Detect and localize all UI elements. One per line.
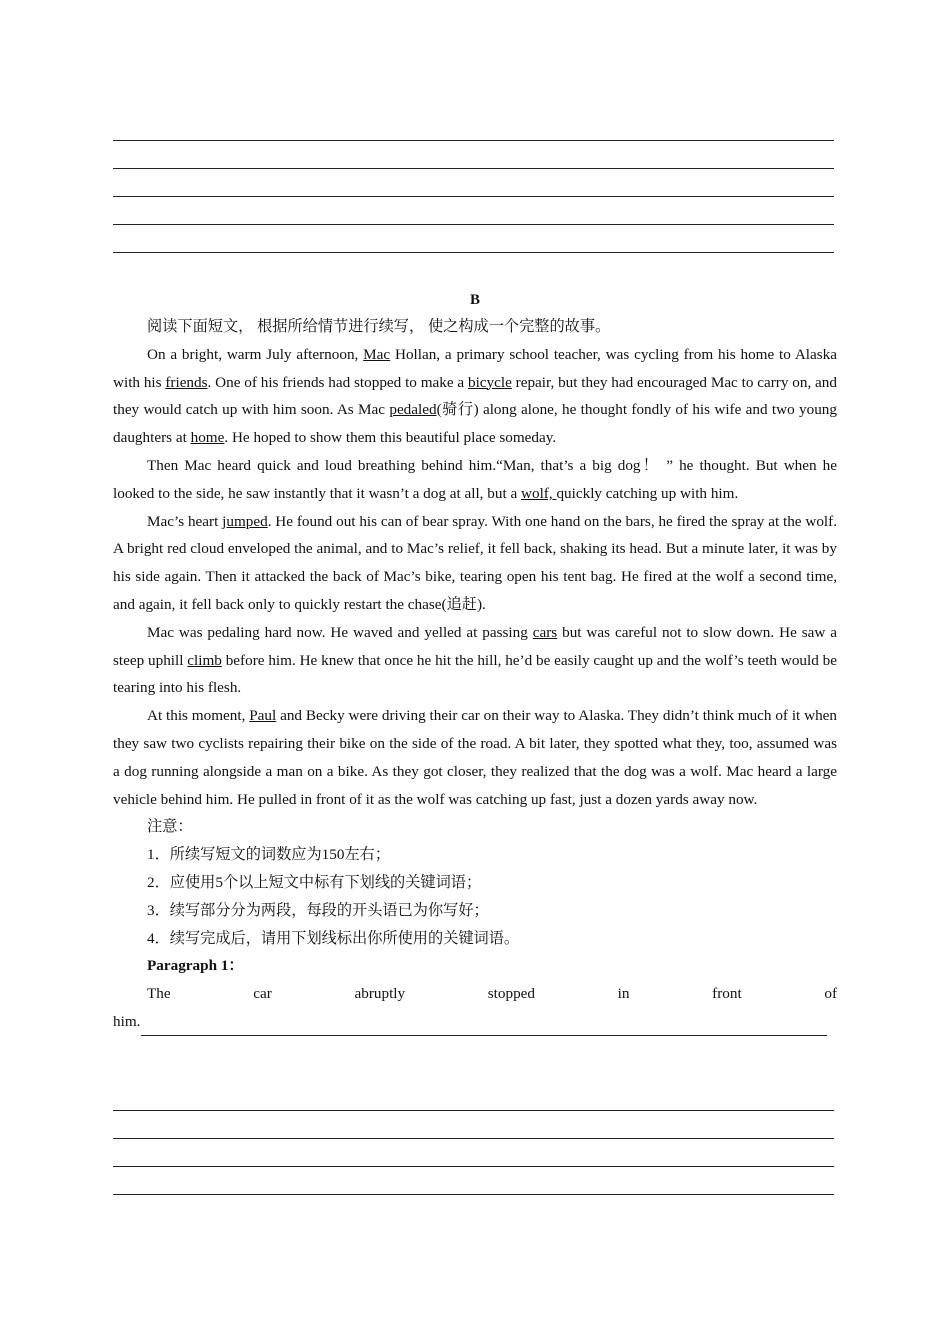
writing-line xyxy=(113,252,834,253)
writing-line[interactable] xyxy=(113,1110,834,1111)
starter-word: car xyxy=(253,985,272,1003)
story-text: but was careful not to slow down. He saw a steep uphill xyxy=(113,623,837,669)
story-text: before him. He knew that once he hit the hill, he’d be easily caught up and the wolf’s teeth would be tearing into his flesh. xyxy=(113,651,837,697)
starter-word: of xyxy=(824,985,837,1003)
story-paragraph xyxy=(113,619,837,702)
key-word: pedaled xyxy=(389,401,437,419)
paragraph-1-starter xyxy=(113,980,837,1008)
story-text: Mac’s heart xyxy=(147,512,223,530)
writing-line xyxy=(113,224,834,225)
key-word: cars xyxy=(532,623,558,641)
instruction-text: 阅读下面短文， 根据所给情节进行续写， 使之构成一个完整的故事。 xyxy=(147,318,611,335)
writing-line[interactable] xyxy=(113,1194,834,1195)
story-text: Hollan, a primary school teacher, was cycling from his home to Alaska with his xyxy=(113,345,837,391)
key-word: home xyxy=(190,429,225,447)
key-word: wolf, xyxy=(521,484,557,502)
writing-line xyxy=(113,140,834,141)
key-word: jumped xyxy=(222,512,268,530)
story-text: (骑行) along alone, he thought fondly of his wife and two young daughters at xyxy=(113,401,837,447)
passage-body xyxy=(113,313,837,1036)
writing-line[interactable] xyxy=(113,1166,834,1167)
story-paragraph xyxy=(113,508,837,619)
note-item: 1．所续写短文的词数应为150左右； xyxy=(147,846,390,864)
answer-blank[interactable] xyxy=(141,1015,827,1036)
story-text: . One of his friends had stopped to make a xyxy=(207,373,468,391)
story-paragraph xyxy=(113,702,837,813)
story-text: repair, but they had encouraged Mac to carry on, and they would catch up with him soon. As Mac xyxy=(113,373,837,419)
key-word: Mac xyxy=(363,345,391,363)
starter-end: him. xyxy=(113,1012,141,1030)
paragraph-1-first-line xyxy=(113,1008,837,1036)
story-text: Then Mac heard quick and loud breathing behind him.“Man, that’s a big dog！ ” he thought. But when he looked to the side, he saw instantly that it wasn’t a dog at all, but a xyxy=(113,456,837,502)
paragraph-1-label: Paragraph 1： xyxy=(147,957,244,975)
starter-word: front xyxy=(712,985,742,1003)
key-word: bicycle xyxy=(467,373,512,391)
writing-line xyxy=(113,196,834,197)
starter-word: stopped xyxy=(487,985,536,1003)
starter-word: abruptly xyxy=(354,985,406,1003)
note-item: 4．续写完成后，请用下划线标出你所使用的关键词语。 xyxy=(147,929,520,947)
story-passage xyxy=(113,341,837,814)
story-paragraph xyxy=(113,341,837,452)
story-text: . He hoped to show them this beautiful place someday. xyxy=(224,429,557,447)
story-paragraph xyxy=(113,452,837,508)
starter-word: The xyxy=(147,985,171,1003)
notes-title: 注意： xyxy=(147,818,193,836)
story-text: and Becky were driving their car on their way to Alaska. They didn’t think much of it when they saw two cyclists repairing their bike on the side of the road. A bit later, they spotted what they, too, assumed was a dog running alongside a man on a bike. As they got closer, they realized that the dog was a wolf. Mac heard a large vehicle behind him. He pulled in front of it as the wolf was catching up fast, just a dozen yards away now. xyxy=(113,707,837,808)
note-item: 2．应使用5个以上短文中标有下划线的关键词语； xyxy=(147,873,482,891)
writing-line[interactable] xyxy=(113,1138,834,1139)
writing-line xyxy=(113,168,834,169)
key-word: friends xyxy=(165,373,208,391)
key-word: climb xyxy=(187,651,222,669)
story-text: . He found out his can of bear spray. With one hand on the bars, he fired the spray at the wolf. A bright red cloud enveloped the animal, and to Mac’s relief, it fell back, shaking its head. But a minute later, it was by his side again. Then it attacked the back of Mac’s bike, tearing open his tent bag. He fired at the wolf a second time, and again, it fell back only to quickly restart the chase(追赶). xyxy=(113,512,837,613)
story-text: Mac was pedaling hard now. He waved and yelled at passing xyxy=(147,623,533,641)
story-text: At this moment, xyxy=(147,707,250,725)
story-text: On a bright, warm July afternoon, xyxy=(147,345,364,363)
section-heading: B xyxy=(469,292,480,308)
key-word: Paul xyxy=(249,707,277,725)
note-item: 3．续写部分分为两段，每段的开头语已为你写好； xyxy=(147,901,489,919)
starter-word: in xyxy=(617,985,630,1003)
story-text: quickly catching up with him. xyxy=(556,484,739,502)
